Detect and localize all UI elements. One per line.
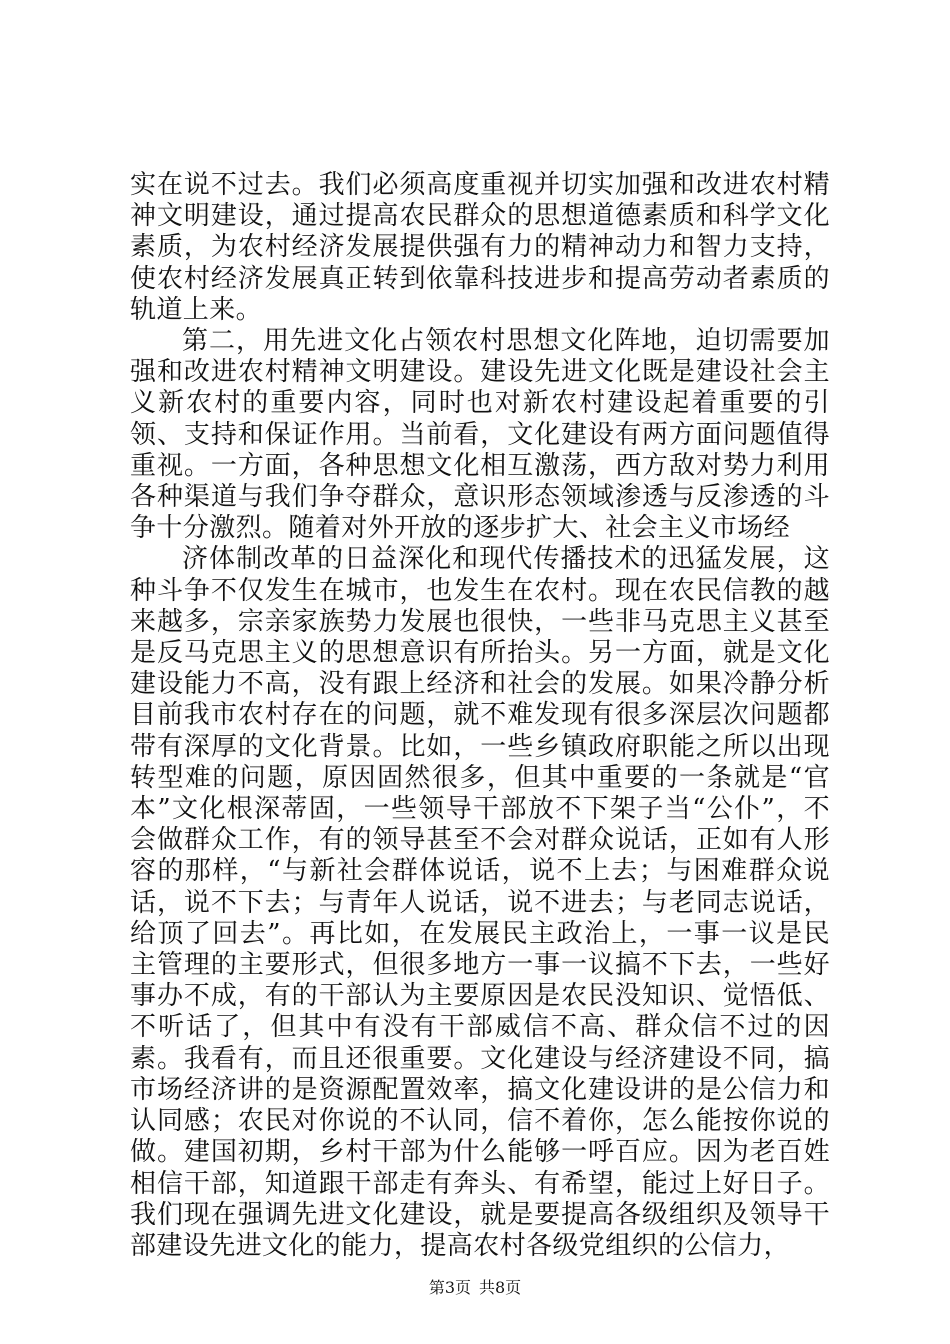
paragraph-2: 第二，用先进文化占领农村思想文化阵地，迫切需要加强和改进农村精神文明建设。建设先进文化既是建设社会主义新农村的重要内容，同时也对新农村建设起着重要的引领、支持和保证作用。当前看，文化建设有两方面问题值得重视。一方面，各种思想文化相互激荡，西方敌对势力利用各种渠道与我们争夺群众，意识形态领域渗透与反渗透的斗争十分激烈。随着对外开放的逐步扩大、社会主义市场经 (130, 326, 830, 544)
paragraph-3: 济体制改革的日益深化和现代传播技术的迅猛发展，这种斗争不仅发生在城市，也发生在农村。现在农民信教的越来越多，宗亲家族势力发展也很快，一些非马克思主义甚至是反马克思主义的思想意识有所抬头。另一方面，就是文化建设能力不高，没有跟上经济和社会的发展。如果冷静分析目前我市农村存在的问题，就不难发现有很多深层次问题都带有深厚的文化背景。比如，一些乡镇政府职能之所以出现转型难的问题，原因固然很多，但其中重要的一条就是“官本”文化根深蒂固，一些领导干部放不下架子当“公仆”，不会做群众工作，有的领导甚至不会对群众说话，正如有人形容的那样，“与新社会群体说话，说不上去；与困难群众说话，说不下去；与青年人说话，说不进去；与老同志说话，给顶了回去”。再比如，在发展民主政治上，一事一议是民主管理的主要形式，但很多地方一事一议搞不下去，一些好事办不成，有的干部认为主要原因是农民没知识、觉悟低、不听话了，但其中有没有干部威信不高、群众信不过的因素。我看有，而且还很重要。文化建设与经济建设不同，搞市场经济讲的是资源配置效率，搞文化建设讲的是公信力和认同感；农民对你说的不认同，信不着你，怎么能按你说的做。建国初期，乡村干部为什么能够一呼百应。因为老百姓相信干部，知道跟干部走有奔头、有希望，能过上好日子。我们现在强调先进文化建设，就是要提高各级组织及领导干部建设先进文化的能力，提高农村各级党组织的公信力， (130, 544, 830, 1261)
document-body (130, 170, 830, 1262)
page-total: 共8页 (479, 1278, 522, 1297)
page-number: 第3页 (428, 1278, 471, 1297)
paragraph-1: 实在说不过去。我们必须高度重视并切实加强和改进农村精神文明建设，通过提高农民群众的思想道德素质和科学文化素质，为农村经济发展提供强有力的精神动力和智力支持，使农村经济发展真正转到依靠科技进步和提高劳动者素质的轨道上来。 (130, 170, 830, 325)
page-footer (0, 1278, 950, 1298)
